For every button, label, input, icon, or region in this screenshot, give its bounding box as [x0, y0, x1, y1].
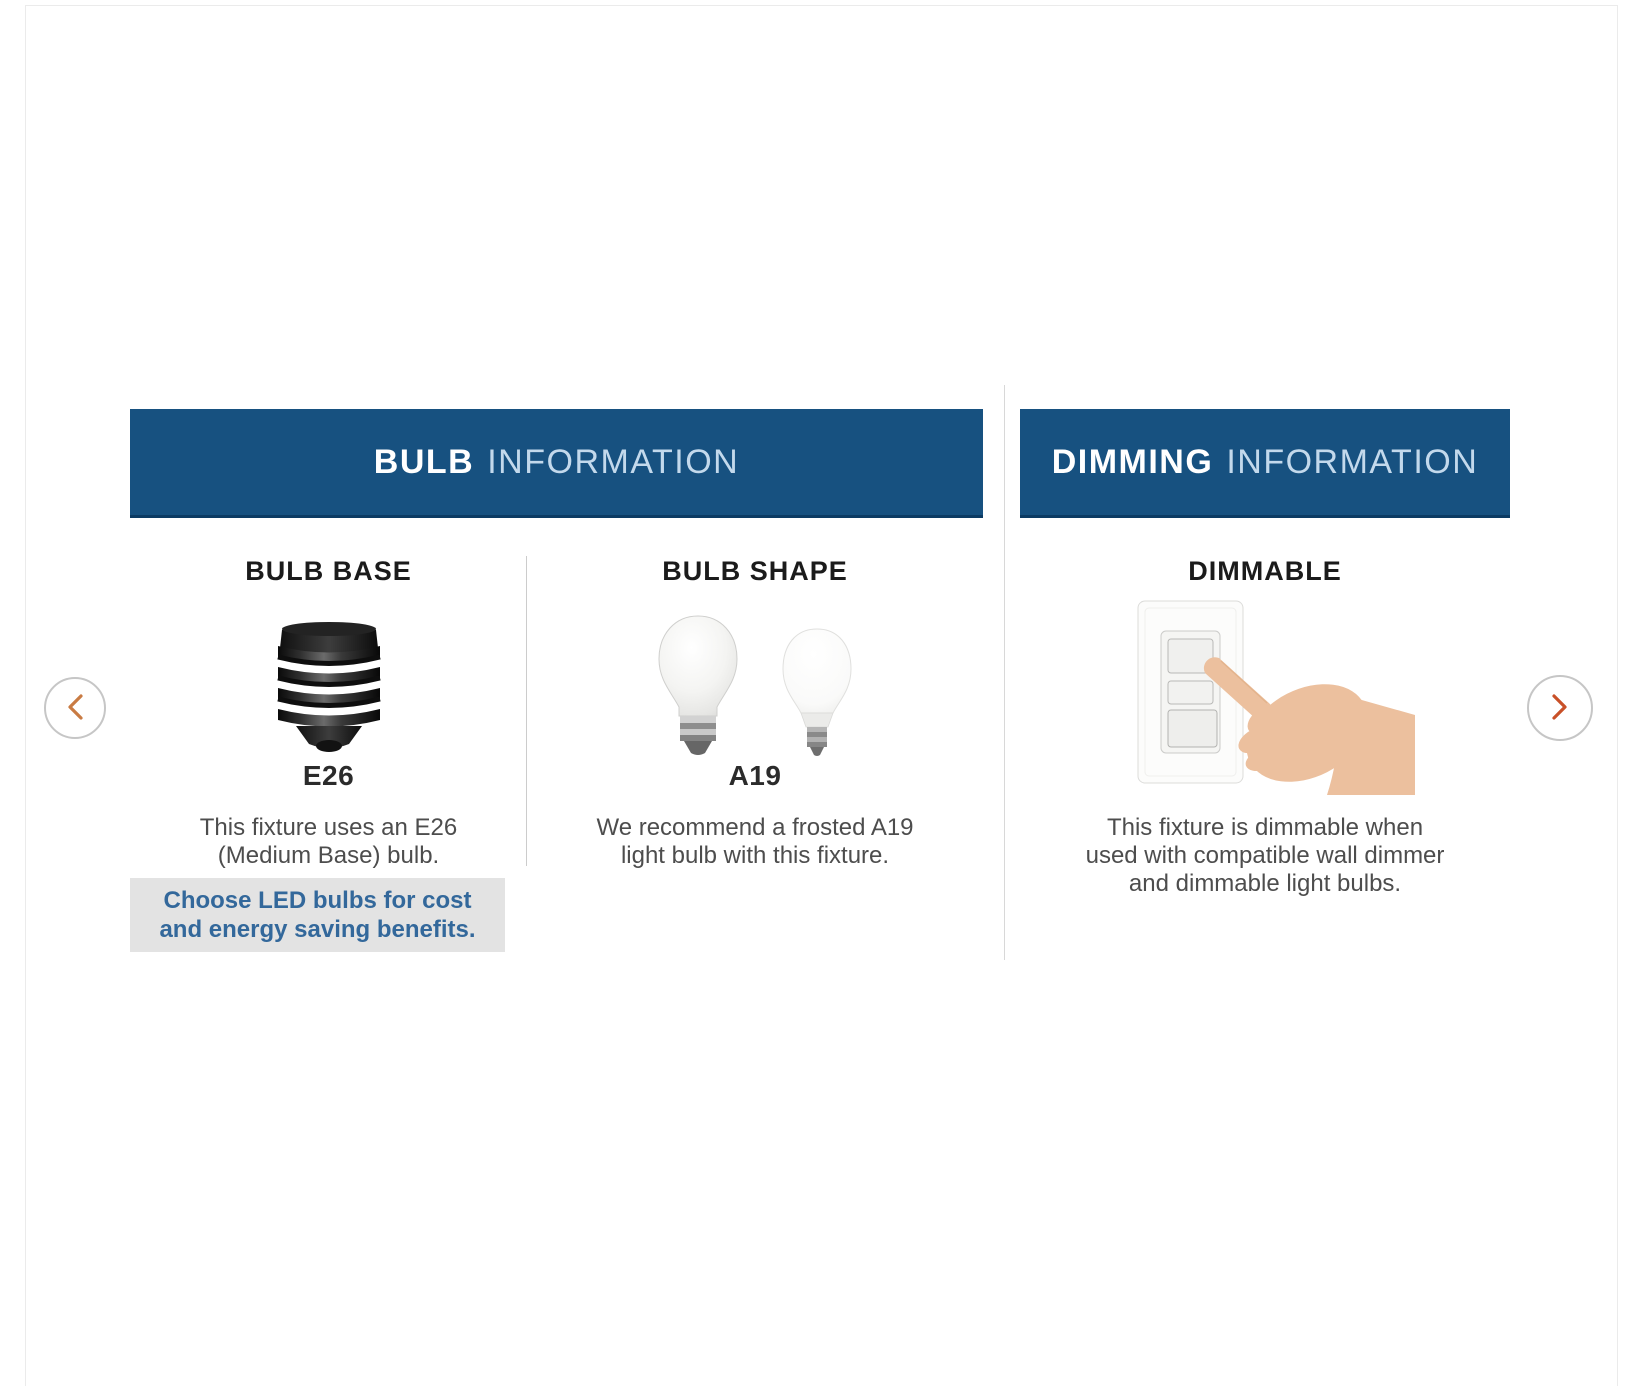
- led-tip-box: [130, 878, 505, 952]
- bulb-base-heading: BULB BASE: [245, 556, 412, 586]
- bulb-shape-column: [527, 518, 983, 988]
- dimming-info-header: [1020, 409, 1510, 518]
- dimming-info-title-bold: DIMMING: [1051, 442, 1214, 481]
- dimmable-description-line2: used with compatible wall dimmer: [1085, 842, 1445, 869]
- dimmable-description-line3: and dimmable light bulbs.: [1128, 870, 1402, 897]
- bulb-shape-heading: BULB SHAPE: [662, 556, 848, 586]
- bulb-info-header: [130, 409, 983, 518]
- bulb-shape-value: A19: [728, 760, 782, 791]
- panel-separator: [1004, 385, 1005, 960]
- bulb-base-description: [130, 814, 527, 870]
- wall-dimmer-switch-icon: [1115, 595, 1415, 800]
- led-a19-bulb-icon: [780, 626, 854, 764]
- carousel-next-button[interactable]: [1527, 675, 1593, 741]
- dimmable-description: [1020, 814, 1510, 898]
- dimmable-column: [1020, 518, 1510, 988]
- bulb-info-title-bold: BULB: [373, 442, 475, 481]
- e26-screw-base-icon: [266, 620, 392, 760]
- chevron-left-icon: [64, 692, 86, 725]
- chevron-right-icon: [1549, 692, 1571, 725]
- bulb-base-value: E26: [302, 760, 355, 791]
- bulb-base-column: [130, 518, 527, 988]
- carousel-prev-button[interactable]: [44, 677, 106, 739]
- bulb-shape-description-line2: light bulb with this fixture.: [620, 842, 890, 869]
- dimmable-heading: DIMMABLE: [1188, 556, 1342, 586]
- frosted-a19-bulb-icon: [656, 613, 740, 764]
- bulb-shape-description-line1: We recommend a frosted A19: [596, 814, 914, 841]
- led-tip-line1: Choose LED bulbs for cost: [163, 887, 472, 914]
- led-tip-line2: and energy saving benefits.: [159, 916, 476, 943]
- dimmable-description-line1: This fixture is dimmable when: [1106, 814, 1424, 841]
- bulb-base-description-line1: This fixture uses an E26: [199, 814, 458, 841]
- bulb-shape-description: [527, 814, 983, 870]
- bulb-info-title-rest: INFORMATION: [487, 442, 740, 481]
- dimming-info-title-rest: INFORMATION: [1226, 442, 1479, 481]
- bulb-base-description-line2: (Medium Base) bulb.: [217, 842, 440, 869]
- bulb-shape-figure: [656, 613, 854, 764]
